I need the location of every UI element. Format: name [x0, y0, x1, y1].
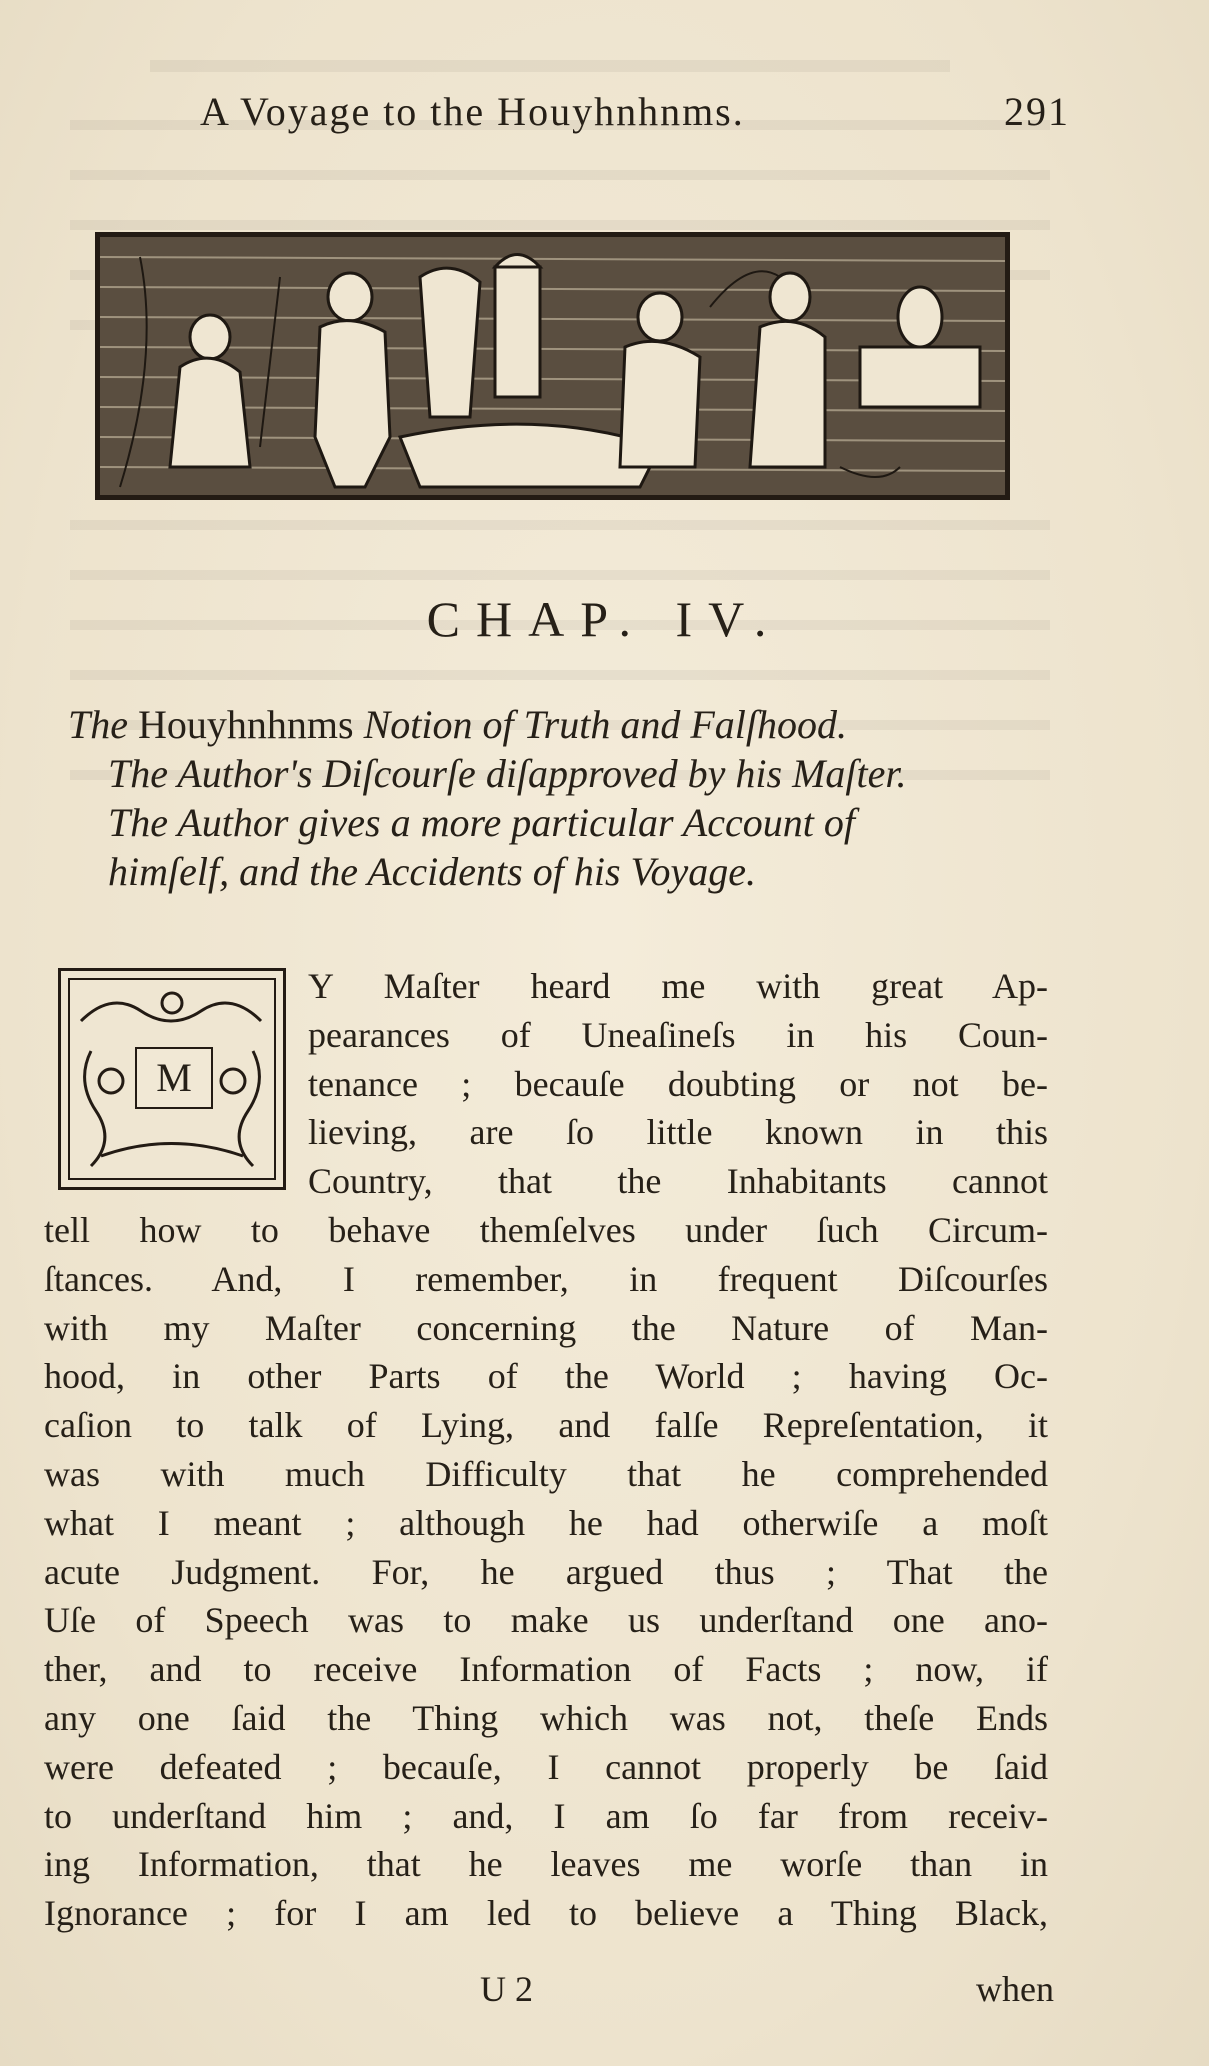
body-line: Uſe of Speech was to make us underſtand one ano- — [44, 1600, 1048, 1641]
body-line: acute Judgment. For, he argued thus ; That the — [44, 1551, 1048, 1592]
summary-line: The Houyhnhnms Notion of Truth and Falſhood. — [68, 702, 847, 747]
catchword: when — [976, 1969, 1054, 2009]
woodcut-headpiece — [95, 232, 1010, 500]
body-line: tenance ; becauſe doubting or not be- — [308, 1063, 1048, 1104]
page-number: 291 — [1004, 89, 1070, 134]
body-line: was with much Difficulty that he comprehended — [44, 1453, 1048, 1494]
body-line: what I meant ; although he had otherwiſe a moſt — [44, 1502, 1048, 1543]
body-line: to underſtand him ; and, I am ſo far from receiv- — [44, 1795, 1048, 1836]
body-text — [44, 962, 1048, 1938]
summary-line: The Author gives a more particular Account of — [108, 800, 855, 845]
body-line: with my Maſter concerning the Nature of Man- — [44, 1307, 1048, 1348]
body-line: hood, in other Parts of the World ; having Oc- — [44, 1356, 1048, 1397]
body-line: Ignorance ; for I am led to believe a Thing Black, — [44, 1893, 1048, 1934]
running-head-title: A Voyage to the Houyhnhnms. — [200, 89, 745, 134]
chapter-summary — [68, 700, 1068, 896]
summary-line: The Author's Diſcourſe diſapproved by his Maſter. — [108, 751, 907, 796]
body-line: ſtances. And, I remember, in frequent Diſcourſes — [44, 1258, 1048, 1299]
body-line: Y Maſter heard me with great Ap- — [308, 966, 1048, 1006]
page-footer — [0, 1968, 1209, 2018]
signature-mark: U 2 — [480, 1969, 533, 2009]
body-line: lieving, are ſo little known in this — [308, 1112, 1048, 1153]
drop-cap-letter: M — [135, 1047, 213, 1109]
body-line: any one ſaid the Thing which was not, theſe Ends — [44, 1697, 1048, 1738]
body-line: caſion to talk of Lying, and falſe Repreſentation, it — [44, 1405, 1048, 1446]
summary-line: himſelf, and the Accidents of his Voyage. — [108, 849, 757, 894]
body-line: were defeated ; becauſe, I cannot properly be ſaid — [44, 1746, 1048, 1787]
body-line: ing Information, that he leaves me worſe than in — [44, 1844, 1048, 1885]
body-line: pearances of Uneaſineſs in his Coun- — [308, 1014, 1048, 1055]
body-line: Country, that the Inhabitants cannot — [308, 1161, 1048, 1202]
body-line: tell how to behave themſelves under ſuch Circum- — [44, 1209, 1048, 1250]
body-line: ther, and to receive Information of Facts ; now, if — [44, 1649, 1048, 1690]
chapter-title: CHAP. IV. — [426, 591, 783, 647]
woodcut-illustration — [100, 237, 1005, 495]
